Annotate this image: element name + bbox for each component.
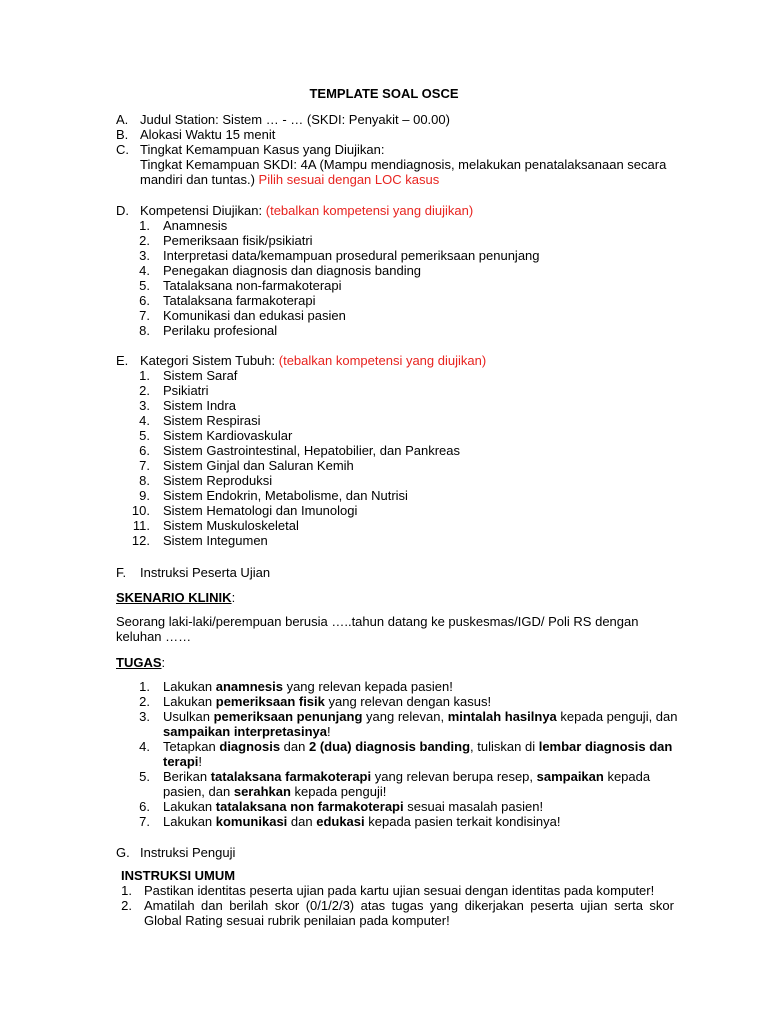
body-system-number: 6. — [139, 443, 150, 458]
skdi-note: Pilih sesuai dengan LOC kasus — [258, 172, 440, 187]
section-f-heading — [116, 565, 270, 580]
item-a — [116, 112, 450, 127]
section-d-letter: D. — [116, 203, 129, 218]
competency-number: 1. — [139, 218, 150, 233]
item-c-text: Tingkat Kemampuan Kasus yang Diujikan: — [140, 142, 385, 157]
section-d-heading — [116, 203, 473, 218]
competency-number: 6. — [139, 293, 150, 308]
competency-item: Anamnesis — [163, 218, 228, 233]
task-4-line-1: Tetapkan diagnosis dan 2 (dua) diagnosis banding, tuliskan di lembar diagnosis dan — [163, 739, 673, 754]
section-g-letter: G. — [116, 845, 130, 860]
task-3-line-2: sampaikan interpretasinya! — [163, 724, 331, 739]
body-system-number: 12. — [131, 533, 150, 548]
instruksi-2 — [144, 898, 674, 928]
body-system-item: Sistem Reproduksi — [163, 473, 273, 488]
task-7: Lakukan komunikasi dan edukasi kepada pasien terkait kondisinya! — [163, 814, 561, 829]
body-system-number: 8. — [139, 473, 150, 488]
skdi-line-1: Tingkat Kemampuan SKDI: 4A (Mampu mendiagnosis, melakukan penatalaksanaan secara — [140, 157, 667, 172]
task-1-number: 1. — [139, 679, 150, 694]
task-5-line-1: Berikan tatalaksana farmakoterapi yang relevan berupa resep, sampaikan kepada — [163, 769, 651, 784]
body-system-number: 9. — [139, 488, 150, 503]
section-f-label: Instruksi Peserta Ujian — [140, 565, 271, 580]
body-system-number: 11. — [132, 518, 150, 533]
body-system-item: Sistem Respirasi — [163, 413, 261, 428]
body-system-item: Sistem Muskuloskeletal — [163, 518, 299, 533]
instruksi-1-number: 1. — [121, 883, 132, 898]
competency-item: Penegakan diagnosis dan diagnosis banding — [163, 263, 422, 278]
section-g-label: Instruksi Penguji — [140, 845, 236, 860]
section-f-letter: F. — [116, 565, 127, 580]
item-b-text: Alokasi Waktu 15 menit — [140, 127, 276, 142]
item-b-letter: B. — [116, 127, 129, 142]
body-system-number: 7. — [139, 458, 150, 473]
skdi-line-2 — [140, 172, 439, 187]
body-system-item: Psikiatri — [163, 383, 209, 398]
competency-item: Interpretasi data/kemampuan prosedural pemeriksaan penunjang — [163, 248, 540, 263]
task-3-number: 3. — [139, 709, 150, 724]
instruksi-1: Pastikan identitas peserta ujian pada kartu ujian sesuai dengan identitas pada komputer! — [144, 883, 655, 898]
item-a-letter: A. — [116, 112, 129, 127]
tugas-heading — [116, 655, 165, 670]
task-2-number: 2. — [139, 694, 150, 709]
competency-item: Perilaku profesional — [163, 323, 278, 338]
body-system-item: Sistem Ginjal dan Saluran Kemih — [163, 458, 354, 473]
item-a-text: Judul Station: Sistem … - … (SKDI: Penyakit – 00.00) — [140, 112, 450, 127]
competency-number: 5. — [139, 278, 150, 293]
tugas-heading-colon: : — [161, 655, 166, 670]
competency-item: Komunikasi dan edukasi pasien — [163, 308, 346, 323]
competency-number: 2. — [139, 233, 150, 248]
body-system-item: Sistem Gastrointestinal, Hepatobilier, dan Pankreas — [163, 443, 460, 458]
task-5-line-2: pasien, dan serahkan kepada penguji! — [163, 784, 387, 799]
item-c — [116, 142, 384, 157]
skenario-line-2: keluhan …… — [116, 629, 192, 644]
body-system-number: 4. — [139, 413, 150, 428]
skenario-heading — [116, 590, 235, 605]
skenario-heading-colon: : — [231, 590, 236, 605]
body-system-item: Sistem Hematologi dan Imunologi — [163, 503, 358, 518]
section-d-note: (tebalkan kompetensi yang diujikan) — [265, 203, 474, 218]
task-7-number: 7. — [139, 814, 150, 829]
item-b — [116, 127, 275, 142]
task-6: Lakukan tatalaksana non farmakoterapi sesuai masalah pasien! — [163, 799, 544, 814]
section-e-heading — [116, 353, 486, 368]
body-system-item: Sistem Indra — [163, 398, 236, 413]
page-title: TEMPLATE SOAL OSCE — [309, 86, 459, 101]
instruksi-2-number: 2. — [121, 898, 132, 913]
body-system-item: Sistem Kardiovaskular — [163, 428, 293, 443]
task-6-number: 6. — [139, 799, 150, 814]
task-2: Lakukan pemeriksaan fisik yang relevan dengan kasus! — [163, 694, 492, 709]
skdi-line-2-text: mandiri dan tuntas.) — [140, 172, 255, 187]
task-3-line-1: Usulkan pemeriksaan penunjang yang relevan, mintalah hasilnya kepada penguji, dan — [163, 709, 678, 724]
instruksi-umum-heading: INSTRUKSI UMUM — [121, 868, 236, 883]
body-system-number: 3. — [139, 398, 150, 413]
section-e-note: (tebalkan kompetensi yang diujikan) — [278, 353, 487, 368]
item-c-letter: C. — [116, 142, 129, 157]
body-system-number: 5. — [139, 428, 150, 443]
body-system-item: Sistem Saraf — [163, 368, 238, 383]
skenario-line-1: Seorang laki-laki/perempuan berusia …..tahun datang ke puskesmas/IGD/ Poli RS dengan — [116, 614, 639, 629]
instruksi-2-line-2: Global Rating sesuai rubrik penilaian pada komputer! — [144, 913, 450, 928]
skenario-heading-text: SKENARIO KLINIK — [116, 590, 232, 605]
competency-number: 7. — [139, 308, 150, 323]
task-1: Lakukan anamnesis yang relevan kepada pasien! — [163, 679, 453, 694]
section-d-label: Kompetensi Diujikan: — [140, 203, 263, 218]
body-system-number: 10. — [131, 503, 150, 518]
competency-item: Pemeriksaan fisik/psikiatri — [163, 233, 313, 248]
body-system-item: Sistem Integumen — [163, 533, 268, 548]
competency-item: Tatalaksana farmakoterapi — [163, 293, 316, 308]
section-e-letter: E. — [116, 353, 129, 368]
tugas-heading-text: TUGAS — [116, 655, 162, 670]
body-system-number: 1. — [139, 368, 150, 383]
instruksi-2-line-1: Amatilah dan berilah skor (0/1/2/3) atas tugas yang dikerjakan peserta ujian serta skor — [144, 898, 674, 913]
competency-item: Tatalaksana non-farmakoterapi — [163, 278, 342, 293]
task-4-line-2: terapi! — [163, 754, 203, 769]
task-4-number: 4. — [139, 739, 150, 754]
body-system-item: Sistem Endokrin, Metabolisme, dan Nutrisi — [163, 488, 408, 503]
competency-number: 3. — [139, 248, 150, 263]
section-e-label: Kategori Sistem Tubuh: — [140, 353, 276, 368]
competency-number: 4. — [139, 263, 150, 278]
section-g-heading — [116, 845, 235, 860]
competency-number: 8. — [139, 323, 150, 338]
body-system-number: 2. — [139, 383, 150, 398]
task-5-number: 5. — [139, 769, 150, 784]
